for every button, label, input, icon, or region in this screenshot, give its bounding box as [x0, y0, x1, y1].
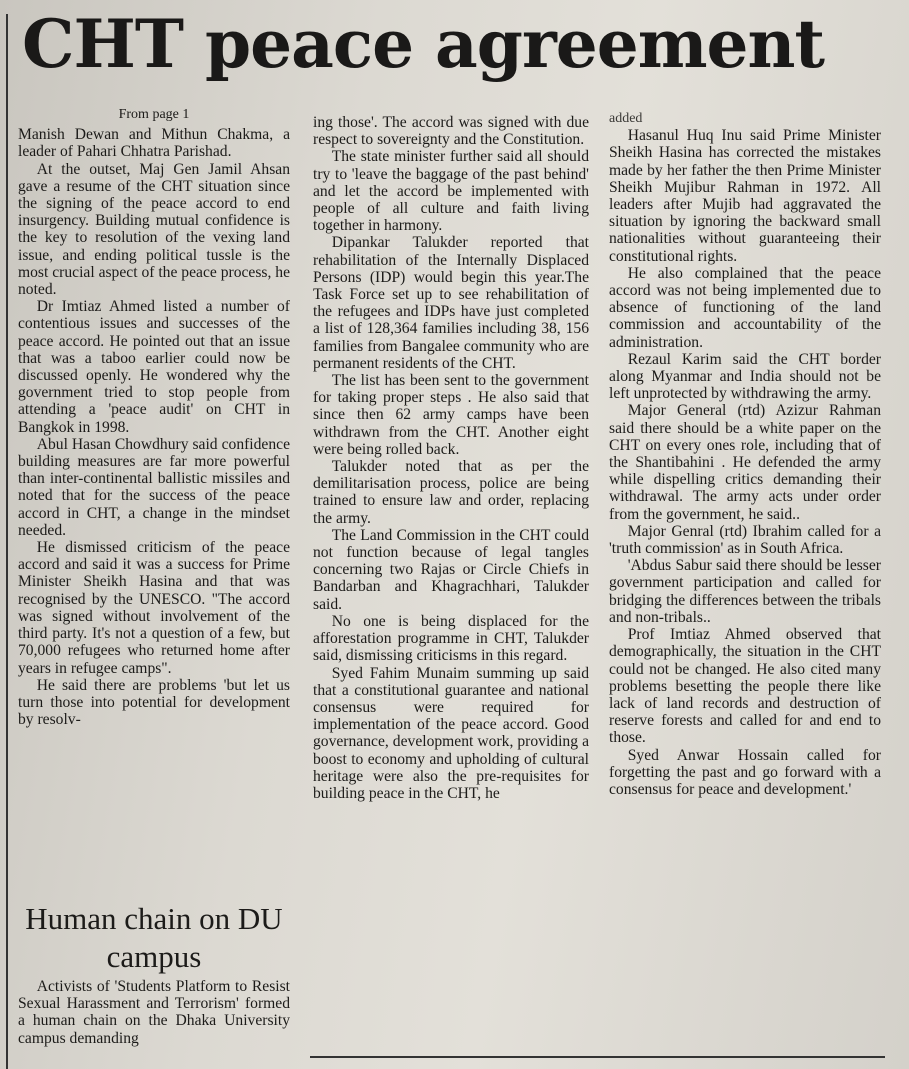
article-paragraph: He dismissed criticism of the peace accord and said it was a success for Prime Minister Sheikh Hasina and that was recognised by the UNESCO. "The accord was signed without involvement of the third party. It's not a question of a few, but 70,000 refugees who returned home after years in refugee camps". [18, 539, 290, 677]
article-paragraph: The list has been sent to the government for taking proper steps . He also said that since then 62 army camps have been withdrawn from the CHT. Another eight were being rolled back. [313, 372, 589, 458]
subheadline: Human chain on DU campus [25, 901, 283, 974]
article-paragraph: Syed Fahim Munaim summing up said that a constitutional guarantee and national consensus were required for implementation of the peace accord. Good governance, development work, providing a boost to economy and upholding of cultural heritage were also the pre-requisites for building peace in the CHT, he [313, 664, 589, 802]
article-paragraph: The state minister further said all should try to 'leave the baggage of the past behind' and let the accord be implemented with people of all culture and faith living together in harmony. [313, 148, 589, 235]
article-paragraph: Major Genral (rtd) Ibrahim called for a 'truth commission' as in South Africa. [609, 522, 881, 558]
continued-label: From page 1 [118, 107, 190, 122]
article-paragraph: Activists of 'Students Platform to Resist Sexual Harassment and Terrorism' formed a human chain on the Dhaka University campus demanding [18, 978, 290, 1047]
bottom-rule [310, 1056, 885, 1058]
article-paragraph: Manish Dewan and Mithun Chakma, a leader of Pahari Chhatra Parishad. [18, 126, 290, 161]
headline: CHT peace agreement [22, 5, 825, 83]
article-paragraph: 'Abdus Sabur said there should be lesser government participation and called for bridging the differences between the tribals and non-tribals.. [609, 557, 881, 626]
article-paragraph: Talukder noted that as per the demilitarisation process, police are being trained to ensure law and order, replacing the army. [313, 458, 589, 527]
article-paragraph: The Land Commission in the CHT could not function because of legal tangles concerning two Rajas or Circle Chiefs in Bandarban and Khagrachhari, Talukder said. [313, 526, 589, 613]
continued-lead: added [609, 111, 643, 126]
article-column-1b [18, 978, 290, 1069]
article-column-3 [609, 110, 881, 1060]
article-paragraph: No one is being displaced for the afforestation programme in CHT, Talukder said, dismissing criticisms in this regard. [313, 612, 589, 665]
article-paragraph: Abul Hasan Chowdhury said confidence building measures are far more powerful than inter-continental ballistic missiles and noted that for the success of the peace accord in CHT, a change in the mindset needed. [18, 435, 290, 539]
column-rule [6, 14, 8, 1069]
article-paragraph: At the outset, Maj Gen Jamil Ahsan gave a resume of the CHT situation since the signing of the peace accord to end insurgency. Building mutual confidence is the key to resolution of the vexing land issue, and ending political tussle is the most crucial aspect of the peace process, he noted. [18, 160, 290, 299]
article-paragraph: Hasanul Huq Inu said Prime Minister Sheikh Hasina has corrected the mistakes made by her father the then Prime Minister Sheikh Mujibur Rahman in 1972. All leaders after Mujib had aggravated the situation by ignoring the backward small nationalities without guaranteeing their constitutional rights. [609, 127, 881, 265]
article-paragraph: He also complained that the peace accord was not being implemented due to absence of functioning of the land commission and accountability of the administration. [609, 264, 881, 351]
article-paragraph: Dr Imtiaz Ahmed listed a number of contentious issues and successes of the peace accord. He pointed out that an issue that was a taboo earlier could now be discussed openly. He wondered why the government tried to stop people from attending a 'peace audit' on CHT in Bangkok in 1998. [18, 298, 290, 436]
article-paragraph: Syed Anwar Hossain called for forgetting the past and go forward with a consensus for peace and development.' [609, 746, 881, 798]
article-paragraph: Prof Imtiaz Ahmed observed that demographically, the situation in the CHT could not be changed. He also cited many problems besetting the people there like lack of land records and destruction of reserve forests and called for and end to those. [609, 626, 881, 747]
article-paragraph: Major General (rtd) Azizur Rahman said there should be a white paper on the CHT on every ones role, including that of the Shantibahini . He defended the army while dispelling critics demanding their withdrawal. The army acts under order from the government, he said.. [609, 402, 881, 523]
article-paragraph: Dipankar Talukder reported that rehabilitation of the Internally Displaced Persons (IDP) would begin this year.The Task Force set up to see rehabilitation of the refugees and IDPs have just completed a list of 128,364 families including 38, 156 families from Bangalee community who are permanent residents of the CHT. [313, 234, 589, 372]
article-paragraph: He said there are problems 'but let us turn those into potential for development by resolv- [18, 676, 290, 729]
article-column-1 [18, 106, 290, 898]
article-paragraph: ing those'. The accord was signed with due respect to sovereignty and the Constitution. [313, 114, 589, 149]
article-paragraph: Rezaul Karim said the CHT border along Myanmar and India should not be left unprotected by withdrawing the army. [609, 350, 881, 403]
article-column-2 [313, 114, 589, 1064]
